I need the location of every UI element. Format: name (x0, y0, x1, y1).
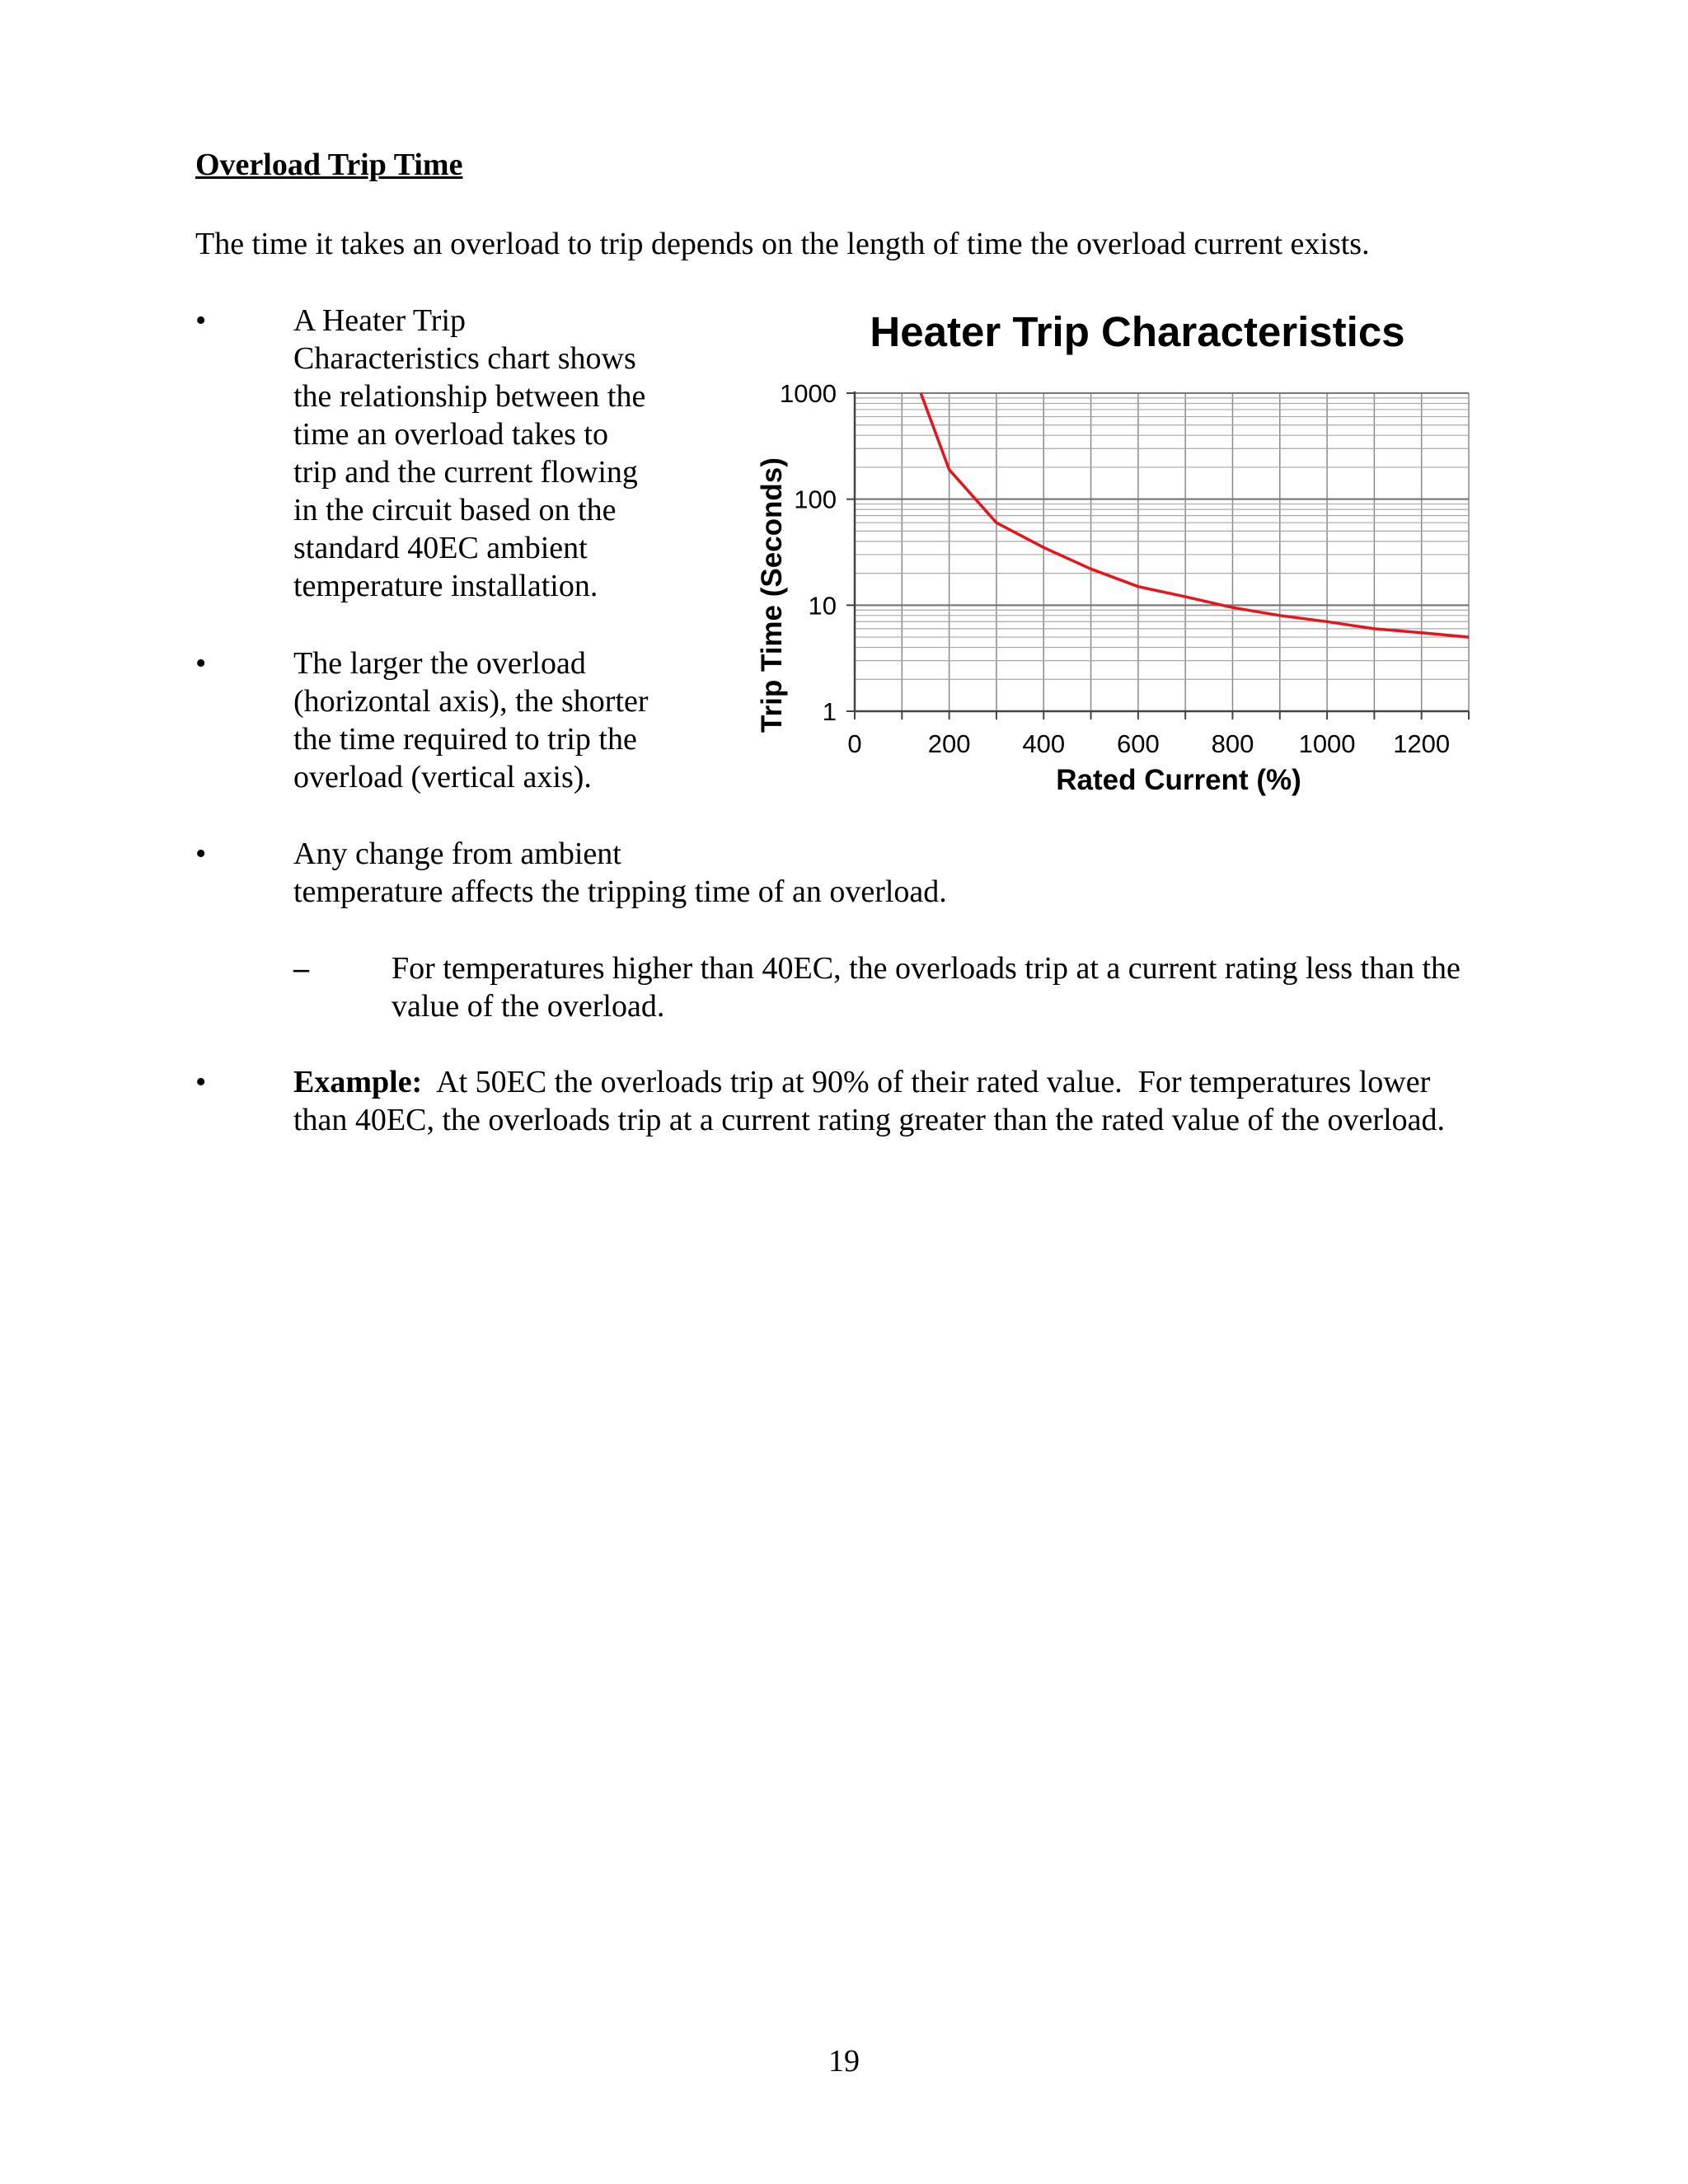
y-tick-label: 10 (808, 591, 837, 621)
x-tick-label: 800 (1211, 729, 1254, 758)
text-line: the relationship between the (293, 379, 646, 414)
example-label: Example: (293, 1065, 423, 1099)
intro-paragraph: The time it takes an overload to trip depends on the length of time the overload current exists. (195, 227, 1370, 261)
y-axis-label: Trip Time (Seconds) (756, 457, 788, 733)
x-tick-label: 1000 (1298, 729, 1356, 758)
text-line (293, 1063, 1445, 1101)
chart-tick-labels (780, 379, 1450, 758)
text-line: value of the overload. (392, 989, 665, 1024)
chart-title: Heater Trip Characteristics (870, 308, 1405, 355)
text-line: (horizontal axis), the shorter (293, 684, 649, 719)
text-line: than 40EC, the overloads trip at a current rating greater than the rated value of the overload. (293, 1103, 1446, 1137)
text-line: Characteristics chart shows (293, 341, 636, 376)
x-tick-label: 600 (1116, 729, 1160, 758)
section-heading: Overload Trip Time (195, 148, 463, 182)
bullet-1-text (293, 302, 645, 605)
text-line: temperature affects the tripping time of an overload. (293, 874, 947, 909)
x-tick-label: 400 (1022, 729, 1066, 758)
y-tick-label: 1000 (780, 379, 837, 408)
bullet-marker: • (195, 1065, 207, 1099)
example-text (293, 1063, 1445, 1139)
bullet-3-text (293, 835, 947, 911)
text-line: the time required to trip the (293, 722, 637, 757)
x-tick-label: 1200 (1393, 729, 1451, 758)
y-tick-label: 1 (822, 697, 837, 726)
text-line: temperature installation. (293, 569, 598, 603)
y-tick-label: 100 (794, 485, 837, 514)
bullet-marker: • (195, 303, 207, 338)
x-tick-label: 200 (927, 729, 971, 758)
text-line: time an overload takes to (293, 417, 608, 452)
text-line: A Heater Trip (293, 303, 466, 338)
chart-grid (855, 393, 1469, 711)
text-line: standard 40EC ambient (293, 531, 588, 565)
text-line: Any change from ambient (293, 837, 621, 871)
bullet-marker: • (195, 646, 207, 681)
x-axis-label: Rated Current (%) (1056, 764, 1301, 796)
text-line: in the circuit based on the (293, 493, 617, 527)
text-line: The larger the overload (293, 646, 586, 681)
text-line: overload (vertical axis). (293, 760, 592, 794)
text-line: For temperatures higher than 40EC, the overloads trip at a current rating less than the (392, 951, 1461, 986)
bullet-2-text (293, 644, 649, 796)
example-line-1: At 50EC the overloads trip at 90% of their rated value. For temperatures lower (422, 1065, 1431, 1099)
heater-trip-chart (742, 297, 1525, 808)
x-tick-label: 0 (847, 729, 862, 758)
text-line: trip and the current flowing (293, 455, 638, 490)
page-number: 19 (828, 2044, 860, 2079)
sub-bullet-text (392, 949, 1461, 1025)
sub-bullet-marker: – (293, 951, 309, 986)
bullet-marker: • (195, 837, 207, 871)
